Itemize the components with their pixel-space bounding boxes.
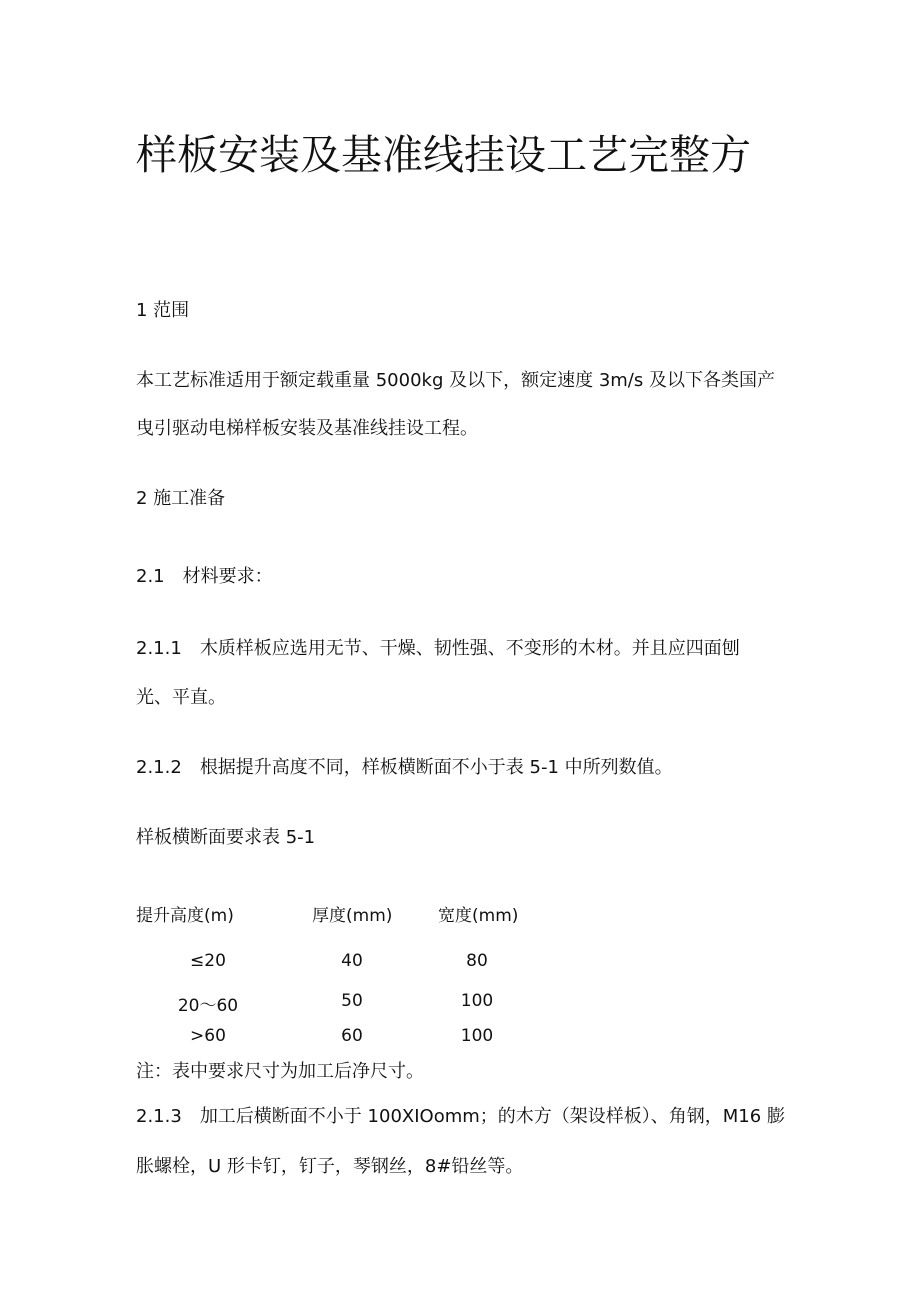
table-header-width: 宽度(mm) [438, 906, 519, 926]
section-2-1 [136, 562, 273, 588]
table-cell: 40 [341, 951, 363, 971]
table-cell: >60 [190, 1026, 226, 1046]
table-cell: ≤20 [190, 951, 226, 971]
table-cell: 50 [341, 991, 363, 1011]
section-2-1-3-line-1 [136, 1102, 785, 1128]
table-cell: 100 [460, 1026, 494, 1046]
table-cell: 20～60 [177, 996, 239, 1016]
section-1-paragraph-line-2: 曳引驱动电梯样板安装及基准线挂设工程。 [136, 418, 478, 439]
table-cell: 60 [341, 1026, 363, 1046]
table-cell: 100 [460, 991, 494, 1011]
section-2-1-1-line-2: 光、平直。 [136, 687, 226, 708]
section-text: 材料要求： [182, 566, 273, 587]
section-text: 木质样板应选用无节、干燥、韧性强、不变形的木材。并且应四面刨 [199, 638, 740, 659]
document-title: 样板安装及基准线挂设工艺完整方 [136, 131, 751, 179]
table-caption [136, 823, 315, 849]
section-2-1-1-line-1 [136, 634, 740, 660]
section-text: 加工后横断面不小于 100XIOomm；的木方（架设样板）、角钢，M16 膨 [199, 1106, 785, 1127]
table-header-thickness: 厚度(mm) [312, 906, 393, 926]
table-caption-text: 样板横断面要求表 5-1 [136, 827, 316, 848]
section-number: 2.1 [136, 566, 165, 587]
table-header-height: 提升高度(m) [136, 906, 234, 926]
section-number: 2.1.3 [136, 1106, 182, 1127]
table-cell: 80 [466, 951, 488, 971]
section-2-1-3-line-2: 胀螺栓，U 形卡钉，钉子，琴钢丝，8#铅丝等。 [136, 1156, 524, 1177]
section-text: 根据提升高度不同，样板横断面不小于表 5-1 中所列数值。 [199, 757, 673, 778]
section-2-1-2 [136, 753, 673, 779]
section-number: 2.1.2 [136, 757, 182, 778]
table-note: 注：表中要求尺寸为加工后净尺寸。 [136, 1061, 424, 1082]
section-1-heading: 1 范围 [136, 300, 190, 321]
section-2-heading: 2 施工准备 [136, 488, 226, 509]
section-1-paragraph-line-1: 本工艺标准适用于额定载重量 5000kg 及以下，额定速度 3m∕s 及以下各类国产 [136, 370, 775, 391]
section-number: 2.1.1 [136, 638, 182, 659]
